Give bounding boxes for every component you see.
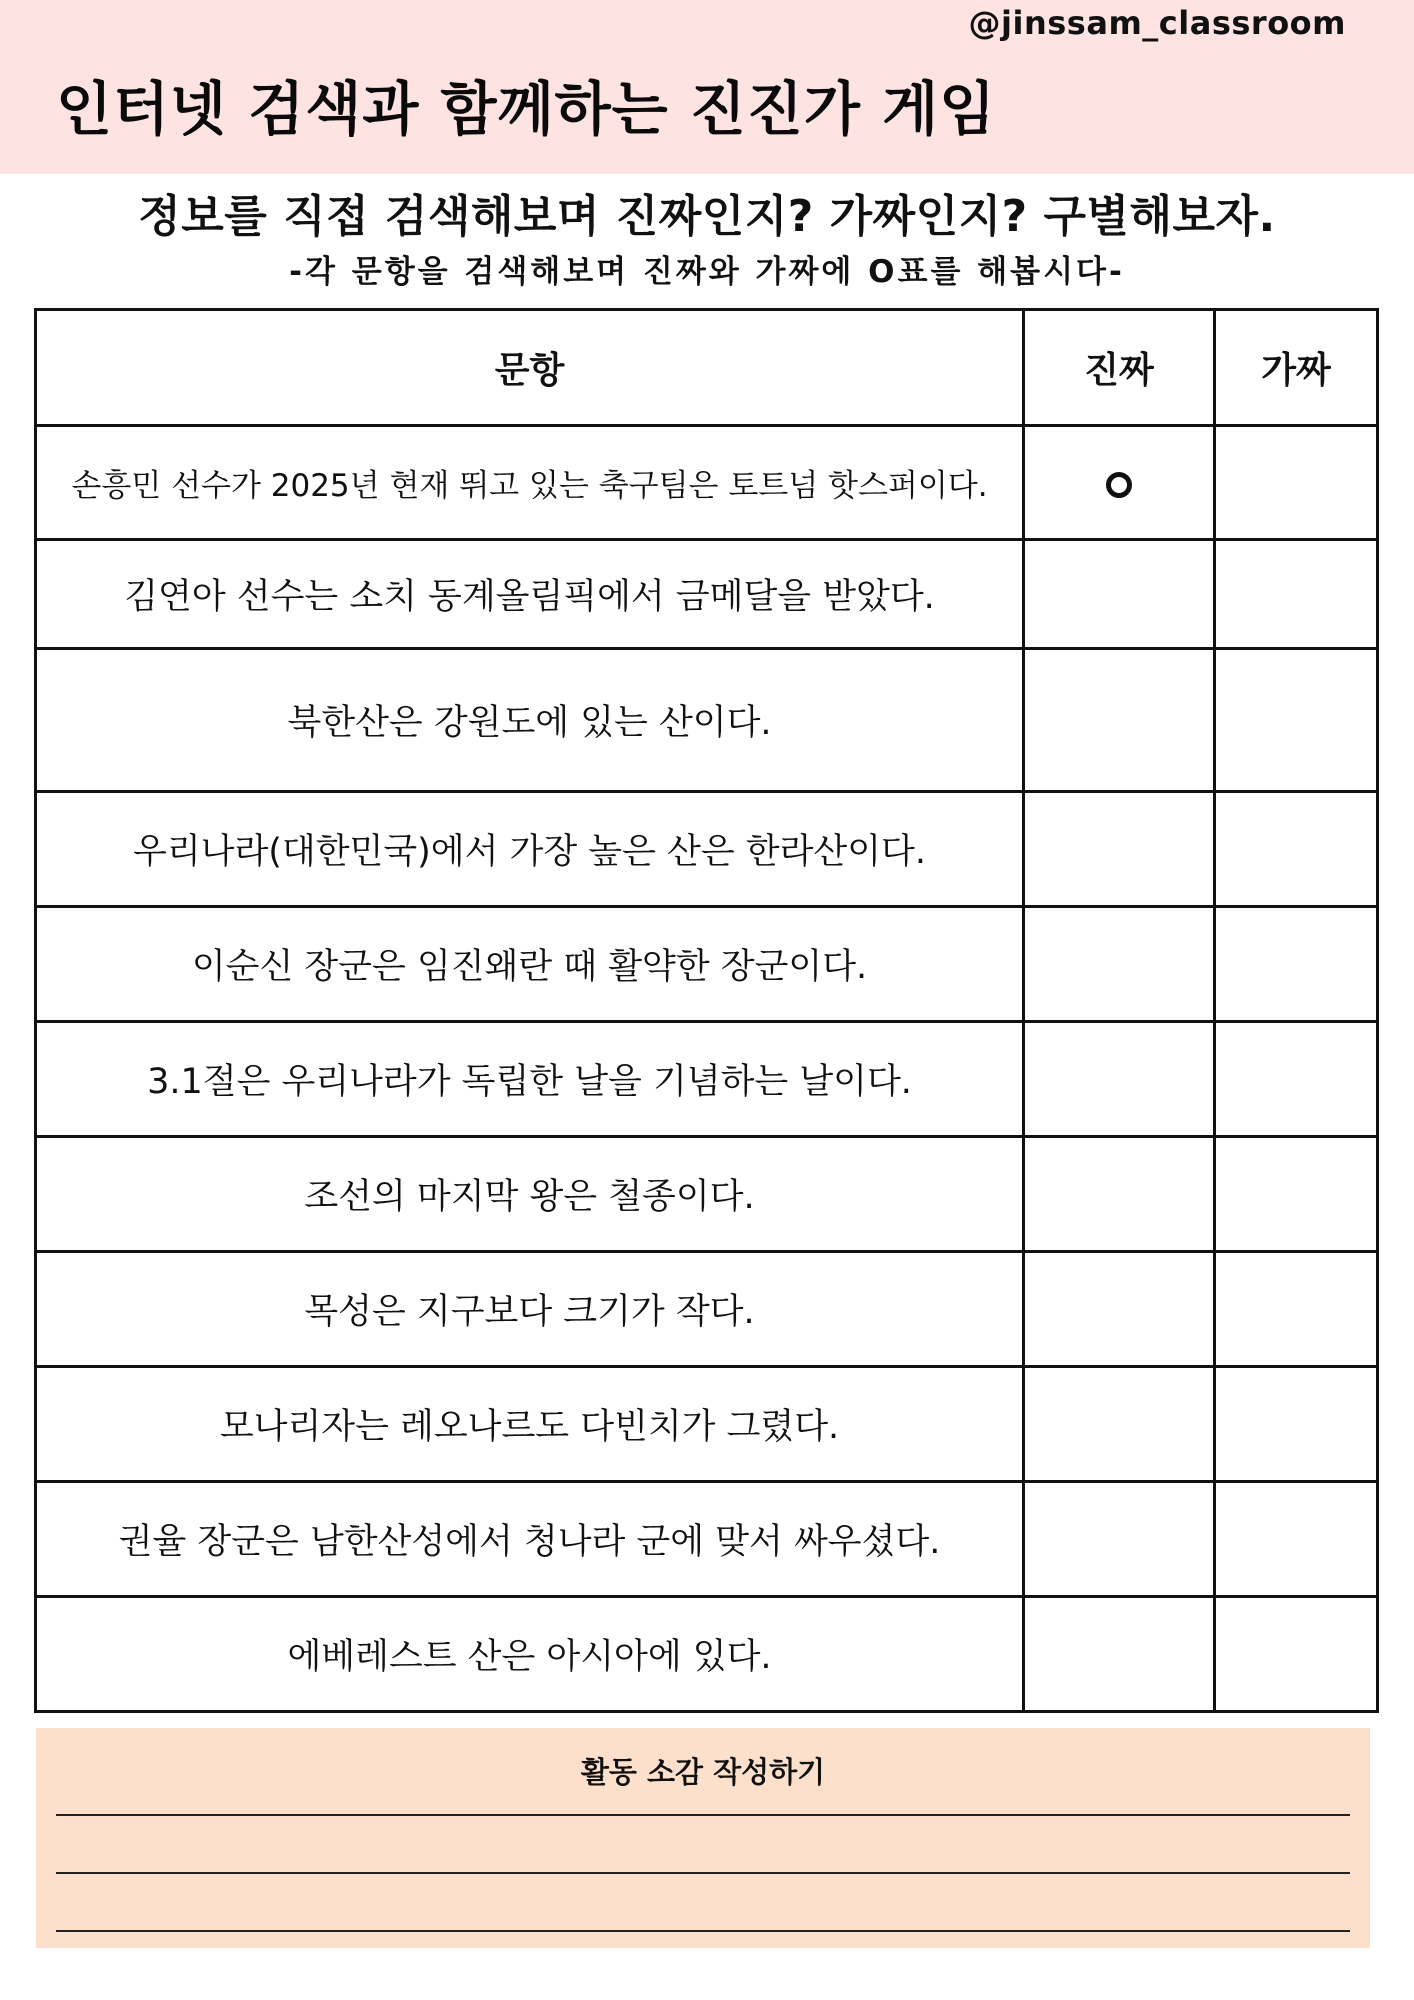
question-cell: 조선의 마지막 왕은 철종이다. [36,1137,1024,1252]
true-answer-cell[interactable] [1024,1022,1215,1137]
reflection-title: 활동 소감 작성하기 [580,1755,826,1789]
true-answer-cell[interactable] [1024,1137,1215,1252]
question-cell: 에베레스트 산은 아시아에 있다. [36,1597,1024,1712]
false-answer-cell[interactable] [1215,426,1378,540]
question-cell: 목성은 지구보다 크기가 작다. [36,1252,1024,1367]
question-cell: 김연아 선수는 소치 동계올림픽에서 금메달을 받았다. [36,540,1024,649]
question-cell: 권율 장군은 남한산성에서 청나라 군에 맞서 싸우셨다. [36,1482,1024,1597]
table-row [36,792,1378,907]
column-header-false: 가짜 [1215,310,1378,426]
table-header-row [36,310,1378,426]
false-answer-cell[interactable] [1215,1367,1378,1482]
question-cell: 북한산은 강원도에 있는 산이다. [36,649,1024,792]
reflection-box [36,1728,1370,1948]
false-answer-cell[interactable] [1215,1252,1378,1367]
header-band [0,0,1414,174]
writing-line[interactable] [56,1814,1350,1816]
table-row [36,1252,1378,1367]
true-answer-cell[interactable] [1024,1367,1215,1482]
table-row [36,649,1378,792]
column-header-question: 문항 [36,310,1024,426]
circle-mark-icon [1106,472,1132,498]
column-header-true: 진짜 [1024,310,1215,426]
writing-line[interactable] [56,1872,1350,1874]
false-answer-cell[interactable] [1215,792,1378,907]
true-answer-cell[interactable] [1024,649,1215,792]
question-cell: 이순신 장군은 임진왜란 때 활약한 장군이다. [36,907,1024,1022]
question-cell: 손흥민 선수가 2025년 현재 뛰고 있는 축구팀은 토트넘 핫스퍼이다. [36,426,1024,540]
true-answer-cell[interactable] [1024,426,1215,540]
false-answer-cell[interactable] [1215,649,1378,792]
table-row [36,1022,1378,1137]
true-answer-cell[interactable] [1024,1252,1215,1367]
true-answer-cell[interactable] [1024,1597,1215,1712]
author-handle: @jinssam_classroom [968,4,1346,42]
question-cell: 3.1절은 우리나라가 독립한 날을 기념하는 날이다. [36,1022,1024,1137]
question-cell: 우리나라(대한민국)에서 가장 높은 산은 한라산이다. [36,792,1024,907]
page-title: 인터넷 검색과 함께하는 진진가 게임 [56,75,997,143]
false-answer-cell[interactable] [1215,1597,1378,1712]
false-answer-cell[interactable] [1215,1022,1378,1137]
page-subtitle: 정보를 직접 검색해보며 진짜인지? 가짜인지? 구별해보자. [138,191,1276,242]
true-answer-cell[interactable] [1024,540,1215,649]
question-cell: 모나리자는 레오나르도 다빈치가 그렸다. [36,1367,1024,1482]
true-answer-cell[interactable] [1024,792,1215,907]
table-row [36,1137,1378,1252]
false-answer-cell[interactable] [1215,540,1378,649]
table-row [36,1597,1378,1712]
table-row [36,907,1378,1022]
quiz-table [34,308,1379,1713]
true-answer-cell[interactable] [1024,907,1215,1022]
table-row [36,1367,1378,1482]
table-row [36,540,1378,649]
table-row [36,1482,1378,1597]
true-answer-cell[interactable] [1024,1482,1215,1597]
false-answer-cell[interactable] [1215,907,1378,1022]
instruction-text: -각 문항을 검색해보며 진짜와 가짜에 O표를 해봅시다- [289,254,1125,290]
false-answer-cell[interactable] [1215,1137,1378,1252]
quiz-table-body [36,426,1378,1712]
table-row [36,426,1378,540]
false-answer-cell[interactable] [1215,1482,1378,1597]
writing-line[interactable] [56,1930,1350,1932]
